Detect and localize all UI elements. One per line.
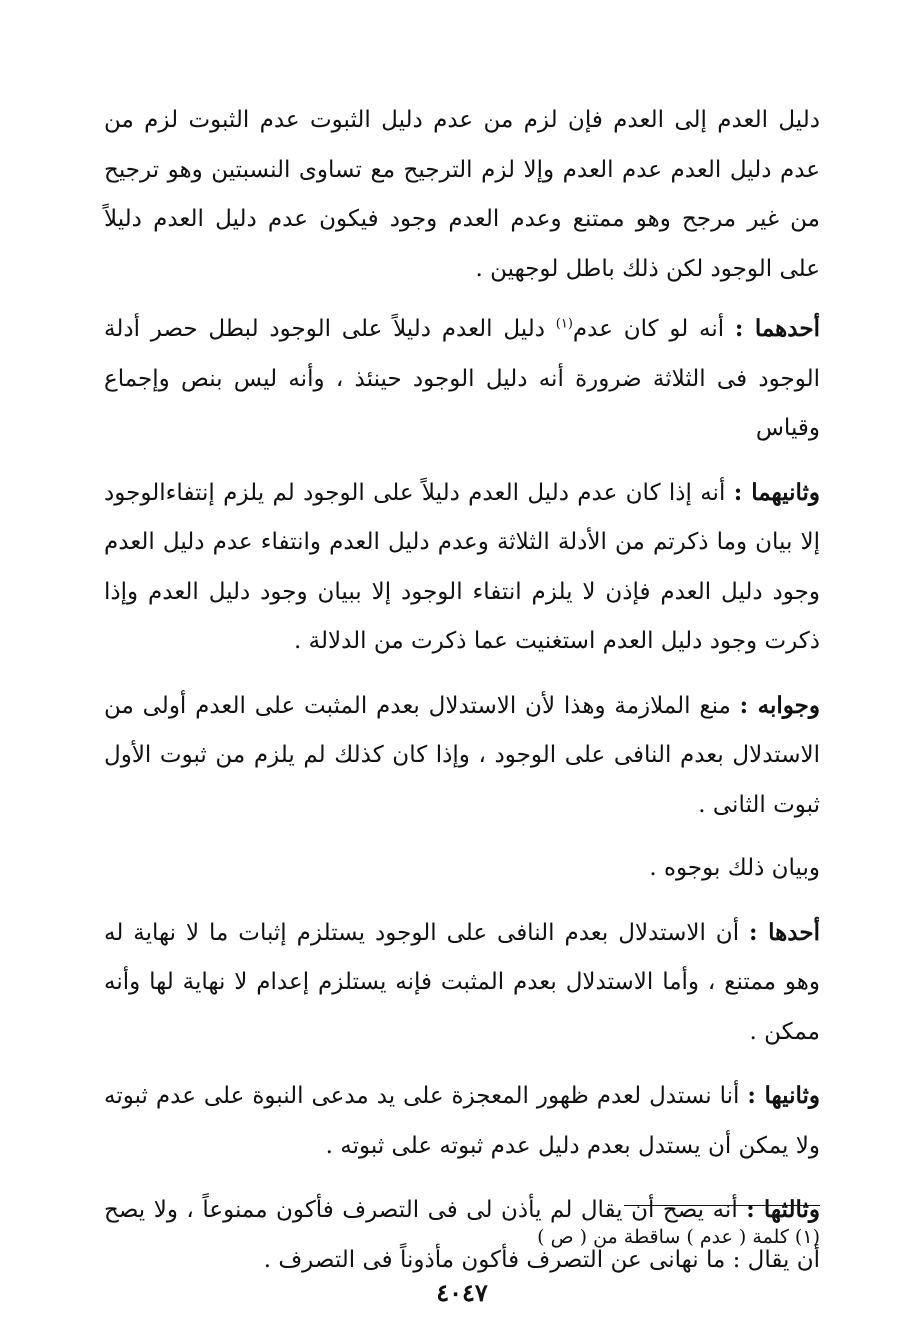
paragraph-3: [104, 468, 820, 667]
main-text: [104, 96, 820, 1299]
paragraph-lead: وثالثها :: [746, 1196, 820, 1223]
paragraph-text: أنه يصح أن يقال لم يأذن لى فى التصرف فأكون ممنوعاً ، ولا يصح أن يقال : ما نهانى عن التصرف فأكون مأذوناً فى التصرف .: [104, 1197, 820, 1273]
paragraph-lead: وجوابه :: [739, 691, 820, 719]
paragraph-text: أنه إذا كان عدم دليل العدم دليلاً على الوجود لم يلزم إنتفاءالوجود إلا بيان وما ذكرتم من الأدلة الثلاثة وعدم دليل العدم وانتفاء عدم دليل العدم وجود دليل العدم فإذن لا يلزم انتفاء الوجود إلا ببيان وجود دليل العدم وإذا ذكرت وجود دليل العدم استغنيت عما ذكرت من الدلالة .: [104, 479, 820, 654]
paragraph-text: منع الملازمة وهذا لأن الاستدلال بعدم المثبت على العدم أولى من الاستدلال بعدم النافى على الوجود ، وإذا كان كذلك لم يلزم من ثبوت الأول ثبوت الثانى .: [104, 692, 820, 818]
paragraph-1: [104, 96, 820, 294]
paragraph-lead: أحدها :: [749, 918, 820, 946]
footnote-divider: [624, 1205, 820, 1206]
page-number: ٤٠٤٧: [436, 1278, 488, 1307]
paragraph-text: أنه لو كان عدم: [572, 316, 735, 342]
paragraph-text: أنا نستدل لعدم ظهور المعجزة على يد مدعى النبوة على عدم ثبوته ولا يمكن أن يستدل بعدم دليل عدم ثبوته على ثبوته .: [104, 1083, 820, 1159]
paragraph-6: [104, 908, 820, 1058]
footnote-marker[interactable]: (١): [555, 316, 573, 332]
paragraph-2: [104, 304, 820, 454]
footnote: (١) كلمة ( عدم ) ساقطة من ( ص ): [537, 1226, 820, 1248]
paragraph-5: [104, 844, 820, 894]
paragraph-text: دليل العدم دليلاً على الوجود لبطل حصر أدلة الوجود فى الثلاثة ضرورة أنه دليل الوجود حينئذ ، وأنه ليس بنص وإجماع وقياس: [104, 316, 820, 441]
paragraph-lead: وثانيها :: [747, 1082, 820, 1109]
paragraph-text: وبيان ذلك بوجوه .: [649, 855, 820, 881]
paragraph-text: دليل العدم إلى العدم فإن لزم من عدم دليل الثبوت عدم الثبوت لزم من عدم دليل العدم عدم العدم وإلا لزم الترجيح مع تساوى النسبتين وهو ترجيح من غير مرجح وهو ممتنع وعدم العدم وجود فيكون عدم دليل العدم دليلاً على الوجود لكن ذلك باطل لوجهين .: [104, 107, 820, 282]
paragraph-lead: أحدهما :: [734, 315, 820, 342]
paragraph-text: أن الاستدلال بعدم النافى على الوجود يستلزم إثبات ما لا نهاية له وهو ممتنع ، وأما الاستدلال بعدم المثبت فإنه يستلزم إعدام لا نهاية لها وأنه ممكن .: [104, 919, 820, 1045]
paragraph-7: [104, 1071, 820, 1171]
paragraph-lead: وثانيهما :: [733, 478, 820, 506]
paragraph-4: [104, 681, 820, 831]
